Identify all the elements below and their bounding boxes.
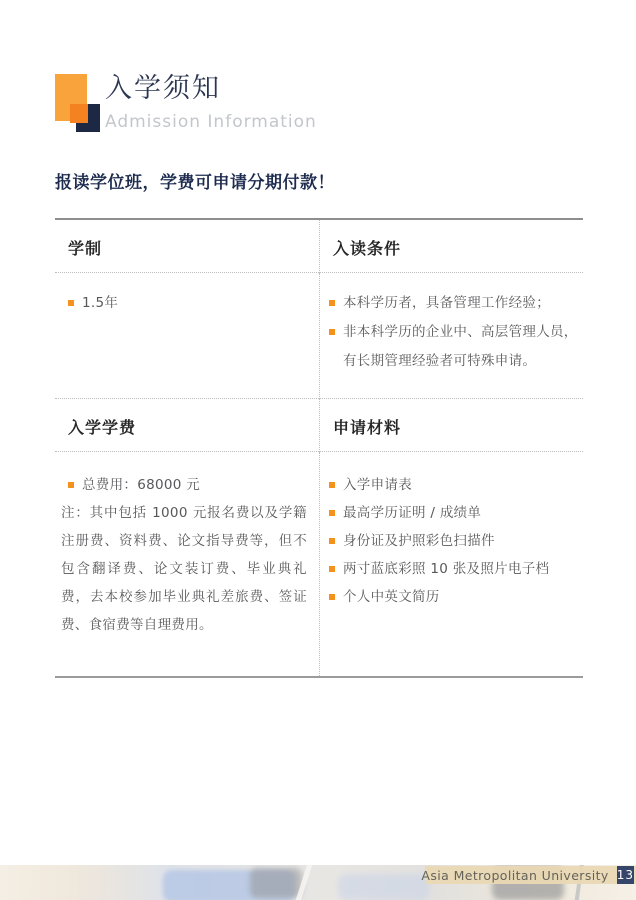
list-item	[68, 289, 313, 318]
duration-list	[61, 289, 313, 318]
bullet-square-icon	[329, 594, 335, 600]
tuition-note: 注：其中包括 1000 元报名费以及学籍注册费、资料费、论文指导费等，但不包含翻译费、论文装订费、毕业典礼费，去本校参加毕业典礼差旅费、签证费、食宿费等自理费用。	[61, 505, 307, 633]
list-item-text: 身份证及护照彩色扫描件	[343, 533, 495, 549]
bullet-square-icon	[329, 510, 335, 516]
footer-band	[421, 866, 636, 884]
page-number: 13	[616, 868, 634, 882]
tuition-cell	[55, 452, 319, 676]
list-item-text: 入学申请表	[343, 477, 412, 493]
bullet-square-icon	[68, 482, 74, 488]
list-item-text: 两寸蓝底彩照 10 张及照片电子档	[343, 561, 550, 577]
tuition-list	[61, 471, 313, 499]
col-header-tuition	[55, 399, 319, 452]
page-subtitle: Admission Information	[105, 112, 317, 132]
requirements-cell	[319, 273, 583, 399]
materials-cell	[319, 452, 583, 676]
col-header-requirements	[319, 220, 583, 273]
bullet-square-icon	[329, 482, 335, 488]
bullet-square-icon	[68, 300, 74, 306]
list-item	[329, 471, 578, 499]
list-item	[329, 318, 578, 376]
installment-statement: 报读学位班，学费可申请分期付款！	[55, 173, 335, 193]
list-item	[329, 527, 578, 555]
header-text: 学制	[68, 239, 103, 258]
materials-list	[329, 471, 578, 611]
brochure-logo-mark	[55, 74, 105, 134]
header-text: 入读条件	[333, 239, 402, 258]
list-item-text: 非本科学历的企业中、高层管理人员，有长期管理经验者可特殊申请。	[343, 324, 578, 369]
duration-cell	[55, 273, 319, 399]
list-item-text: 本科学历者，具备管理工作经验；	[343, 295, 550, 311]
bullet-square-icon	[329, 538, 335, 544]
page-title: 入学须知	[105, 73, 221, 104]
list-item	[329, 499, 578, 527]
requirements-list	[329, 289, 578, 376]
list-item-text: 总费用：68000 元	[82, 477, 201, 493]
list-item	[329, 583, 578, 611]
page-number-box	[617, 866, 634, 884]
header-text: 申请材料	[333, 418, 402, 437]
col-header-duration	[55, 220, 319, 273]
list-item	[68, 471, 313, 499]
list-item-text: 个人中英文简历	[343, 589, 440, 605]
list-item	[329, 555, 578, 583]
header-text: 入学学费	[68, 418, 137, 437]
logo-small-orange-square-icon	[70, 104, 88, 123]
bullet-square-icon	[329, 329, 335, 335]
col-header-materials	[319, 399, 583, 452]
bullet-square-icon	[329, 566, 335, 572]
list-item-text: 1.5年	[82, 295, 119, 311]
university-name: Asia Metropolitan University	[421, 867, 609, 883]
admission-info-table	[55, 218, 583, 678]
list-item	[329, 289, 578, 318]
list-item-text: 最高学历证明 / 成绩单	[343, 505, 482, 521]
bullet-square-icon	[329, 300, 335, 306]
